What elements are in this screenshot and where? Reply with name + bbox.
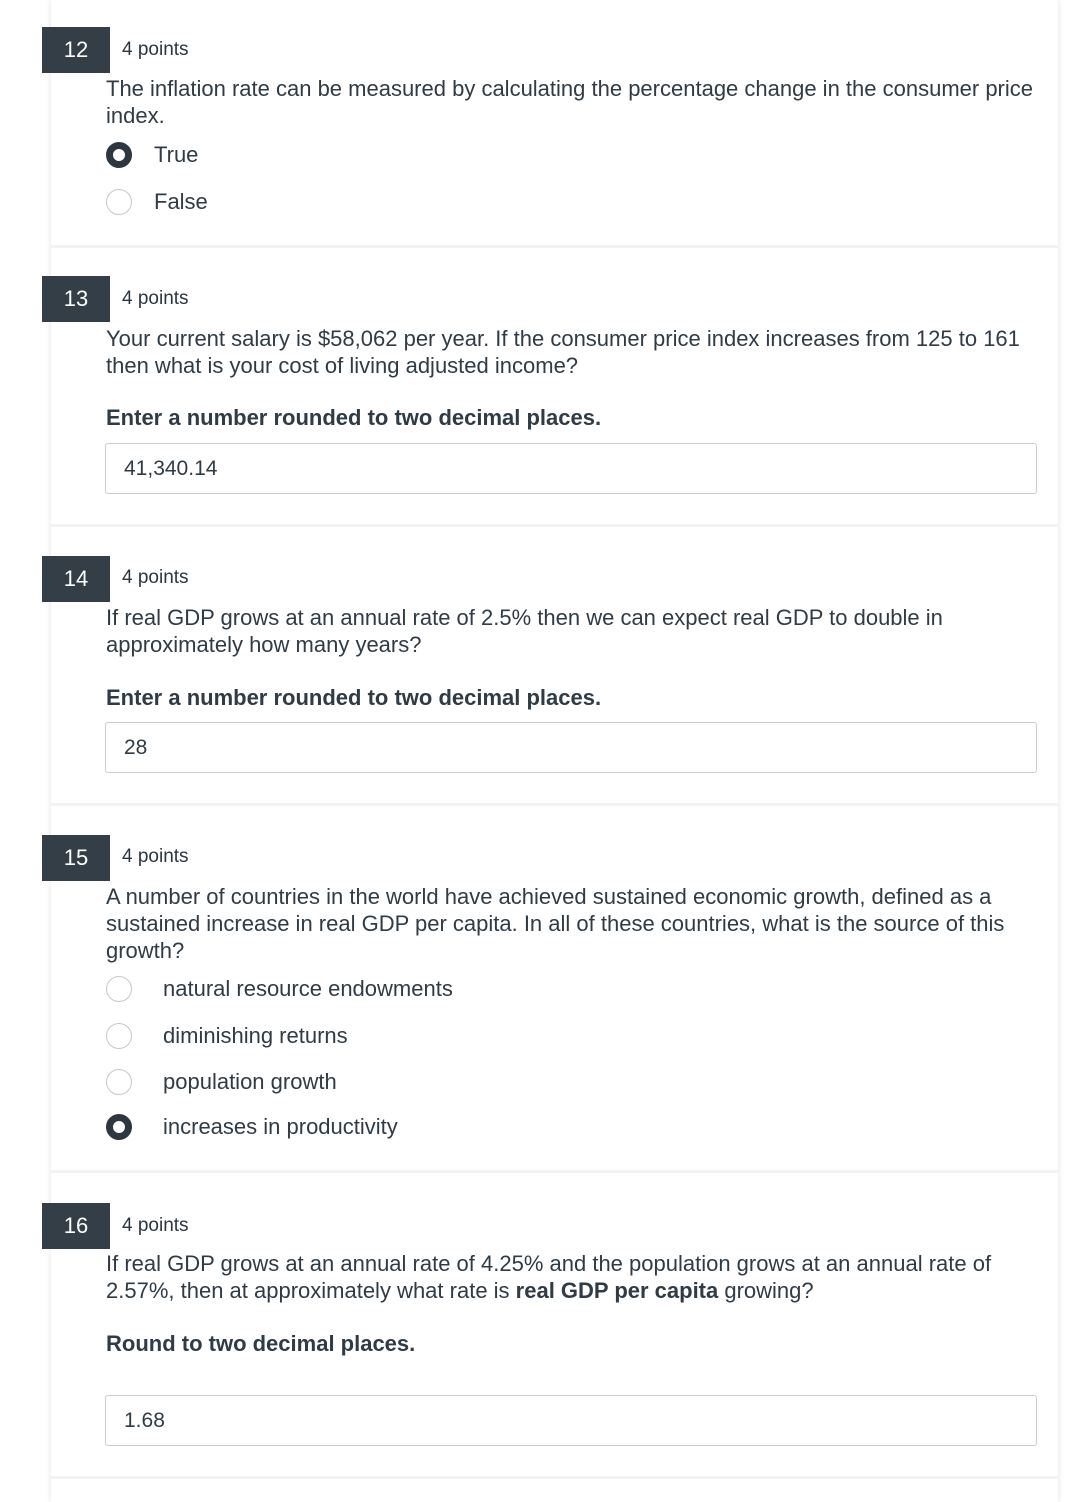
question-number: 14 <box>42 556 110 602</box>
question-points: 4 points <box>122 288 189 309</box>
radio-icon[interactable] <box>106 1069 132 1095</box>
option-true[interactable] <box>106 140 198 170</box>
question-points: 4 points <box>122 567 189 588</box>
question-text-bold: real GDP per capita <box>515 1278 719 1303</box>
answer-input[interactable]: 28 <box>105 722 1037 773</box>
divider <box>51 1476 1058 1479</box>
question-number: 15 <box>42 835 110 881</box>
question-text: A number of countries in the world have achieved sustained economic growth, defined as a sustained increase in real GDP per capita. In all of these countries, what is the source of this growth? <box>106 884 1005 963</box>
option-increases-in-productivity[interactable] <box>106 1112 398 1142</box>
divider <box>51 245 1058 248</box>
question-text: Your current salary is $58,062 per year. If the consumer price index increases from 125 to 161 then what is your cost of living adjusted income? <box>106 326 1020 378</box>
option-natural-resource-endowments[interactable] <box>106 974 453 1004</box>
option-label: True <box>154 142 199 167</box>
divider <box>51 524 1058 527</box>
option-label: natural resource endowments <box>163 976 453 1001</box>
answer-input[interactable]: 1.68 <box>105 1395 1037 1446</box>
option-false[interactable] <box>106 187 208 217</box>
question-number: 13 <box>42 276 110 322</box>
question-points: 4 points <box>122 39 189 60</box>
radio-selected-icon[interactable] <box>106 1114 132 1140</box>
question-text: The inflation rate can be measured by calculating the percentage change in the consumer price index. <box>106 76 1034 128</box>
option-label: population growth <box>163 1069 337 1094</box>
radio-icon[interactable] <box>106 976 132 1002</box>
option-diminishing-returns[interactable] <box>106 1021 348 1051</box>
question-text-part: If real GDP grows at an annual rate of 4.25% and the population grows at an annual rate of 2.57%, then at approximately what rate is <box>106 1251 992 1303</box>
answer-input[interactable]: 41,340.14 <box>105 443 1037 494</box>
question-points: 4 points <box>122 1215 189 1236</box>
divider <box>51 1170 1058 1173</box>
question-instruction: Enter a number rounded to two decimal places. <box>106 685 602 710</box>
question-text-part: growing? <box>718 1278 814 1303</box>
radio-icon[interactable] <box>106 189 132 215</box>
option-label: diminishing returns <box>163 1023 348 1048</box>
question-instruction: Round to two decimal places. <box>106 1331 416 1356</box>
option-population-growth[interactable] <box>106 1067 337 1097</box>
question-points: 4 points <box>122 846 189 867</box>
option-label: increases in productivity <box>163 1114 398 1139</box>
question-number: 16 <box>42 1203 110 1249</box>
divider <box>51 803 1058 806</box>
question-instruction: Enter a number rounded to two decimal places. <box>106 405 602 430</box>
question-number: 12 <box>42 27 110 73</box>
radio-icon[interactable] <box>106 1023 132 1049</box>
question-text: If real GDP grows at an annual rate of 2.5% then we can expect real GDP to double in approximately how many years? <box>106 605 943 657</box>
question-text <box>106 1250 1046 1304</box>
radio-selected-icon[interactable] <box>106 142 132 168</box>
option-label: False <box>154 189 208 214</box>
